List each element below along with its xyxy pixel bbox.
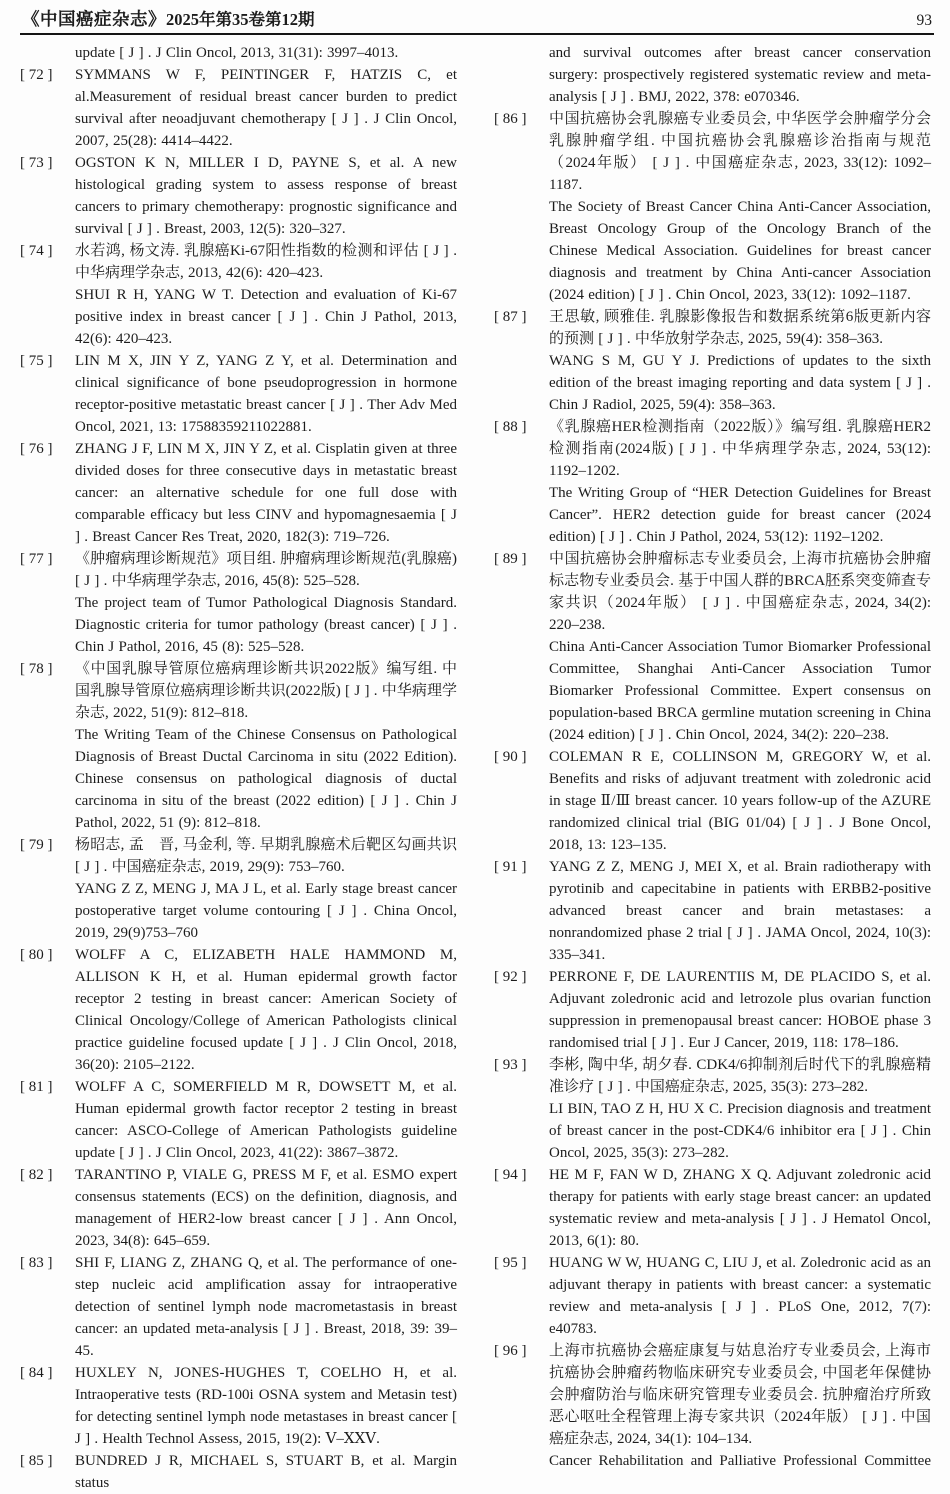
reference-number: [ 91 ]	[494, 859, 527, 875]
reference-translation: China Anti-Cancer Association Tumor Biomarker Professional Committee, Shanghai Anti-Cancer Association Tumor Biomarker Professional Committee. Expert consensus on population-based BRCA germline mutation screening in China (2024 edition) [ J ] . Chin Oncol, 2024, 34(2): 220–238.	[549, 639, 931, 743]
reference-translation: The project team of Tumor Pathological Diagnosis Standard. Diagnostic criteria for tumor pathology (breast cancer) [ J ] . Chin J Pathol, 2016, 45 (8): 525–528.	[75, 595, 457, 655]
reference-number: [ 74 ]	[20, 243, 53, 259]
reference-body	[75, 1450, 457, 1494]
reference-translation: LI BIN, TAO Z H, HU X C. Precision diagnosis and treatment of breast cancer in the post-CDK4/6 inhibitor era [ J ] . Chin Oncol, 2025, 35(3): 273–282.	[549, 1101, 931, 1161]
reference-item	[494, 1054, 931, 1164]
reference-number: [ 95 ]	[494, 1255, 527, 1271]
reference-text: 中国抗癌协会乳腺癌专业委员会, 中华医学会肿瘤学分会乳腺肿瘤学组. 中国抗癌协会乳腺癌诊治指南与规范（2024年版） [ J ] . 中国癌症杂志, 2023, 33(12): 1092–1187.	[549, 111, 931, 193]
reference-item	[20, 1252, 457, 1362]
reference-number: [ 90 ]	[494, 749, 527, 765]
reference-item	[494, 1340, 931, 1472]
reference-text: LIN M X, JIN Y Z, YANG Z Y, et al. Determination and clinical significance of bone pseudoprogression in hormone receptor-positive metastatic breast cancer [ J ] . Ther Adv Med Oncol, 2021, 13: 17588359211022881.	[75, 353, 457, 435]
reference-number: [ 78 ]	[20, 661, 53, 677]
journal-name: 《中国癌症杂志》	[22, 9, 166, 29]
reference-text: and survival outcomes after breast cancer conservation surgery: prospectively registered systematic review and meta-analysis [ J ] . BMJ, 2022, 378: e070346.	[549, 45, 931, 105]
reference-translation: SHUI R H, YANG W T. Detection and evaluation of Ki-67 positive index in breast cancer [ J ] . Chin J Pathol, 2013, 42(6): 420–423.	[75, 287, 457, 347]
reference-item	[20, 152, 457, 240]
reference-item	[20, 42, 457, 64]
reference-item	[20, 1362, 457, 1450]
reference-body	[75, 64, 457, 152]
reference-number: [ 87 ]	[494, 309, 527, 325]
reference-body	[75, 1076, 457, 1164]
reference-number: [ 86 ]	[494, 111, 527, 127]
reference-body	[549, 306, 931, 416]
reference-body	[549, 108, 931, 306]
reference-text: PERRONE F, DE LAURENTIIS M, DE PLACIDO S, et al. Adjuvant zoledronic acid and letrozole plus ovarian function suppression in premenopausal breast cancer: HOBOE phase 3 randomised trial [ J ] . Eur J Cancer, 2019, 118: 178–186.	[549, 969, 931, 1051]
reference-item	[494, 42, 931, 108]
page-header	[22, 6, 932, 31]
reference-text: OGSTON K N, MILLER I D, PAYNE S, et al. A new histological grading system to assess response of breast cancers to primary chemotherapy: prognostic significance and survival [ J ] . Breast, 2003, 12(5): 320–327.	[75, 155, 457, 237]
reference-item	[20, 438, 457, 548]
reference-body	[75, 1362, 457, 1450]
reference-translation: The Writing Team of the Chinese Consensus on Pathological Diagnosis of Breast Ductal Carcinoma in situ (2022 Edition). Chinese consensus on pathological diagnosis of ductal carcinoma in situ of the breast (2022 edition) [ J ] . Chin J Pathol, 2022, 51 (9): 812–818.	[75, 727, 457, 831]
reference-column-right	[494, 42, 931, 1494]
reference-number: [ 96 ]	[494, 1343, 527, 1359]
reference-text: SYMMANS W F, PEINTINGER F, HATZIS C, et al.Measurement of residual breast cancer burden to predict survival after neoadjuvant chemotherapy [ J ] . J Clin Oncol, 2007, 25(28): 4414–4422.	[75, 67, 457, 149]
reference-body	[549, 1340, 931, 1472]
reference-item	[494, 416, 931, 548]
reference-text: YANG Z Z, MENG J, MEI X, et al. Brain radiotherapy with pyrotinib and capecitabine in patients with ERBB2-positive advanced breast cancer and brain metastases: a nonrandomized phase 2 trial [ J ] . JAMA Oncol, 2024, 10(3): 335–341.	[549, 859, 931, 963]
reference-number: [ 94 ]	[494, 1167, 527, 1183]
reference-number	[494, 42, 549, 108]
reference-body	[75, 548, 457, 658]
reference-item	[20, 944, 457, 1076]
reference-text: update [ J ] . J Clin Oncol, 2013, 31(31): 3997–4013.	[75, 45, 399, 61]
reference-number: [ 84 ]	[20, 1365, 53, 1381]
reference-text: 上海市抗癌协会癌症康复与姑息治疗专业委员会, 上海市抗癌协会肿瘤药物临床研究专业委员会, 中国老年保健协会肿瘤防治与临床研究管理专业委员会. 抗肿瘤治疗所致恶心呕吐全程管理上海专家共识（2024年版） [ J ] . 中国癌症杂志, 2024, 34(1): 104–134.	[549, 1343, 931, 1447]
reference-item	[20, 1076, 457, 1164]
reference-number: [ 75 ]	[20, 353, 53, 369]
header-rule	[20, 33, 934, 35]
reference-number: [ 77 ]	[20, 551, 53, 567]
reference-text: WOLFF A C, SOMERFIELD M R, DOWSETT M, et al. Human epidermal growth factor receptor 2 testing in breast cancer: ASCO-College of American Pathologists guideline update [ J ] . J Clin Oncol, 2023, 41(22): 3867–3872.	[75, 1079, 457, 1161]
reference-number: [ 72 ]	[20, 67, 53, 83]
reference-body	[75, 42, 457, 64]
journal-title-block	[22, 6, 315, 31]
reference-item	[494, 108, 931, 306]
reference-body	[75, 1252, 457, 1362]
reference-body	[75, 350, 457, 438]
reference-body	[549, 1252, 931, 1340]
reference-text: 《肿瘤病理诊断规范》项目组. 肿瘤病理诊断规范(乳腺癌) [ J ] . 中华病理学杂志, 2016, 45(8): 525–528.	[75, 551, 457, 589]
reference-body	[549, 1054, 931, 1164]
reference-text: 杨昭志, 孟 晋, 马金利, 等. 早期乳腺癌术后靶区勾画共识 [ J ] . 中国癌症杂志, 2019, 29(9): 753–760.	[75, 837, 457, 875]
reference-item	[20, 1450, 457, 1494]
reference-text: 王思敏, 顾雅佳. 乳腺影像报告和数据系统第6版更新内容的预测 [ J ] . 中华放射学杂志, 2025, 59(4): 358–363.	[549, 309, 931, 347]
reference-translation: WANG S M, GU Y J. Predictions of updates to the sixth edition of the breast imaging reporting and data system [ J ] . Chin J Radiol, 2025, 59(4): 358–363.	[549, 353, 931, 413]
reference-body	[75, 658, 457, 834]
reference-list	[20, 42, 931, 1494]
reference-number: [ 85 ]	[20, 1453, 53, 1469]
reference-body	[549, 548, 931, 746]
reference-item	[494, 746, 931, 856]
reference-number: [ 81 ]	[20, 1079, 53, 1095]
reference-text: HUANG W W, HUANG C, LIU J, et al. Zoledronic acid as an adjuvant therapy in patients with breast cancer: a systematic review and meta-analysis [ J ] . PLoS One, 2012, 7(7): e40783.	[549, 1255, 931, 1337]
issue-info: 2025年第35卷第12期	[166, 10, 315, 29]
reference-item	[20, 1164, 457, 1252]
reference-text: SHI F, LIANG Z, ZHANG Q, et al. The performance of one-step nucleic acid amplification assay for intraoperative detection of sentinel lymph node macrometastasis in breast cancer: an updated meta-analysis [ J ] . Breast, 2018, 39: 39–45.	[75, 1255, 457, 1359]
reference-item	[20, 548, 457, 658]
reference-translation: The Writing Group of “HER Detection Guidelines for Breast Cancer”. HER2 detection guide for breast cancer (2024 edition) [ J ] . Chin J Pathol, 2024, 53(12): 1192–1202.	[549, 485, 931, 545]
reference-text: 中国抗癌协会肿瘤标志专业委员会, 上海市抗癌协会肿瘤标志物专业委员会. 基于中国人群的BRCA胚系突变筛查专家共识（2024年版） [ J ] . 中国癌症杂志, 2024, 34(2): 220–238.	[549, 551, 931, 633]
reference-body	[549, 746, 931, 856]
reference-body	[75, 438, 457, 548]
reference-item	[494, 548, 931, 746]
reference-number: [ 89 ]	[494, 551, 527, 567]
reference-body	[549, 416, 931, 548]
reference-number	[20, 42, 75, 64]
reference-text: HE M F, FAN W D, ZHANG X Q. Adjuvant zoledronic acid therapy for patients with early stage breast cancer: an updated systematic review and meta-analysis [ J ] . J Hematol Oncol, 2013, 6(1): 80.	[549, 1167, 931, 1249]
reference-item	[494, 306, 931, 416]
reference-item	[20, 240, 457, 350]
reference-body	[75, 834, 457, 944]
reference-translation: Cancer Rehabilitation and Palliative Professional Committee	[549, 1453, 931, 1469]
reference-body	[75, 944, 457, 1076]
reference-body	[549, 42, 931, 108]
reference-body	[75, 240, 457, 350]
reference-text: BUNDRED J R, MICHAEL S, STUART B, et al. Margin status	[75, 1453, 457, 1491]
reference-number: [ 88 ]	[494, 419, 527, 435]
reference-item	[20, 834, 457, 944]
reference-text: 李彬, 陶中华, 胡夕春. CDK4/6抑制剂后时代下的乳腺癌精准诊疗 [ J ] . 中国癌症杂志, 2025, 35(3): 273–282.	[549, 1057, 931, 1095]
reference-text: ZHANG J F, LIN M X, JIN Y Z, et al. Cisplatin given at three divided doses for three consecutive days in metastatic breast cancer: an alternative schedule for one full dose with comparable efficacy but less CINV and hypomagnesaemia [ J ] . Breast Cancer Res Treat, 2020, 182(3): 719–726.	[75, 441, 457, 545]
reference-number: [ 73 ]	[20, 155, 53, 171]
reference-text: COLEMAN R E, COLLINSON M, GREGORY W, et al. Benefits and risks of adjuvant treatment with zoledronic acid in stage Ⅱ/Ⅲ breast cancer. 10 years follow-up of the AZURE randomized clinical trial (BIG 01/04) [ J ] . J Bone Oncol, 2018, 13: 123–135.	[549, 749, 931, 853]
reference-number: [ 80 ]	[20, 947, 53, 963]
reference-number: [ 83 ]	[20, 1255, 53, 1271]
reference-body	[75, 1164, 457, 1252]
reference-column-left	[20, 42, 457, 1494]
reference-number: [ 93 ]	[494, 1057, 527, 1073]
reference-text: 《乳腺癌HER检测指南（2022版）》编写组. 乳腺癌HER2检测指南(2024版) [ J ] . 中华病理学杂志, 2024, 53(12): 1192–1202.	[549, 419, 931, 479]
reference-number: [ 92 ]	[494, 969, 527, 985]
reference-body	[549, 966, 931, 1054]
reference-text: HUXLEY N, JONES-HUGHES T, COELHO H, et al. Intraoperative tests (RD-100i OSNA system and Metasin test) for detecting sentinel lymph node metastases in breast cancer [ J ] . Health Technol Assess, 2015, 19(2): Ⅴ–ⅩⅩⅤ.	[75, 1365, 457, 1447]
reference-item	[494, 1164, 931, 1252]
reference-item	[494, 1252, 931, 1340]
reference-number: [ 76 ]	[20, 441, 53, 457]
reference-body	[549, 856, 931, 966]
reference-number: [ 82 ]	[20, 1167, 53, 1183]
reference-number: [ 79 ]	[20, 837, 53, 853]
reference-item	[20, 658, 457, 834]
reference-body	[549, 1164, 931, 1252]
reference-text: 水若鸿, 杨文涛. 乳腺癌Ki-67阳性指数的检测和评估 [ J ] . 中华病理学杂志, 2013, 42(6): 420–423.	[75, 243, 457, 281]
reference-translation: YANG Z Z, MENG J, MA J L, et al. Early stage breast cancer postoperative target volume contouring [ J ] . China Oncol, 2019, 29(9)753–760	[75, 881, 457, 941]
reference-item	[20, 64, 457, 152]
reference-item	[494, 856, 931, 966]
reference-text: TARANTINO P, VIALE G, PRESS M F, et al. ESMO expert consensus statements (ECS) on the definition, diagnosis, and management of HER2-low breast cancer [ J ] . Ann Oncol, 2023, 34(8): 645–659.	[75, 1167, 457, 1249]
reference-text: WOLFF A C, ELIZABETH HALE HAMMOND M, ALLISON K H, et al. Human epidermal growth factor receptor 2 testing in breast cancer: American Society of Clinical Oncology/College of American Pathologists clinical practice guideline focused update [ J ] . J Clin Oncol, 2018, 36(20): 2105–2122.	[75, 947, 457, 1073]
reference-item	[20, 350, 457, 438]
reference-translation: The Society of Breast Cancer China Anti-Cancer Association, Breast Oncology Group of the Oncology Branch of the Chinese Medical Association. Guidelines for breast cancer diagnosis and treatment by China Anti-cancer Association (2024 edition) [ J ] . Chin Oncol, 2023, 33(12): 1092–1187.	[549, 199, 931, 303]
reference-text: 《中国乳腺导管原位癌病理诊断共识2022版》编写组. 中国乳腺导管原位癌病理诊断共识(2022版) [ J ] . 中华病理学杂志, 2022, 51(9): 812–818.	[75, 661, 457, 721]
reference-body	[75, 152, 457, 240]
page-number: 93	[916, 12, 932, 29]
reference-item	[494, 966, 931, 1054]
